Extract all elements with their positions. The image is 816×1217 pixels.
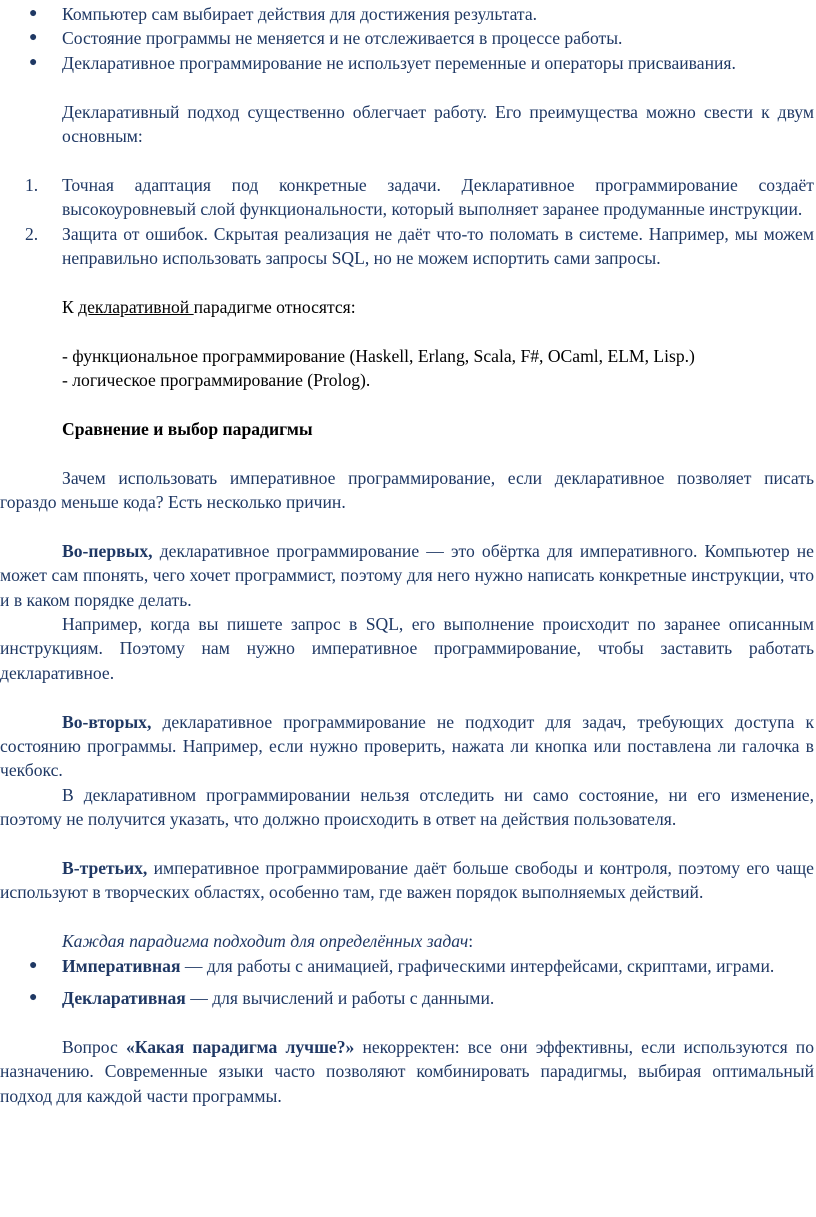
section-heading: Сравнение и выбор парадигмы	[62, 418, 313, 439]
intro-paragraph: Декларативный подход существенно облегчает работу. Его преимущества можно свести к двум основным:	[62, 101, 814, 147]
first-example: Например, когда вы пишете запрос в SQL, его выполнение происходит по заранее описанным инструкциям. Поэтому нам нужно императивное программирование, чтобы заставить работать декларативное.	[0, 614, 814, 683]
numbered-item: 2. Защита от ошибок. Скрытая реализация не даёт что-то поломать в системе. Например, мы можем неправильно использовать запросы SQL, но не можем испортить сами запросы.	[25, 223, 814, 269]
paradigm-item: - логическое программирование (Prolog).	[62, 370, 371, 391]
third-reason: В-третьих, императивное программирование даёт больше свободы и контроля, поэтому его чаще используют в творческих областях, особенно там, где важен порядок выполняемых действий.	[0, 858, 814, 903]
declarative-line: К декларативной парадигме относятся:	[62, 296, 356, 317]
each-paradigm-line: Каждая парадигма подходит для определённых задач:	[62, 931, 474, 952]
why-paragraph: Зачем использовать императивное программирование, если декларативное позволяет писать гораздо меньше кода? Есть несколько причин.	[0, 467, 814, 513]
numbered-item: 1. Точная адаптация под конкретные задачи. Декларативное программирование создаёт высокоуровневый слой функциональности, который выполняет заранее продуманные инструкции.	[25, 174, 814, 220]
bullet-icon: ●	[29, 30, 38, 46]
list-item: ● Декларативное программирование не использует переменные и операторы присваивания.	[0, 51, 816, 75]
list-item: ● Состояние программы не меняется и не отслеживается в процессе работы.	[0, 26, 816, 50]
second-reason: Во-вторых, декларативное программирование не подходит для задач, требующих доступа к состоянию программы. Например, если нужно проверить, нажата ли кнопка или поставлена ли галочка в чекбокс.	[0, 711, 814, 781]
bullet-icon: ●	[29, 6, 38, 21]
list-item: ● Императивная — для работы с анимацией, графическими интерфейсами, скриптами, играми.	[0, 954, 816, 978]
bullet-icon: ●	[29, 54, 38, 70]
paradigm-item: - функциональное программирование (Haskell, Erlang, Scala, F#, OCaml, ELM, Lisp.)	[62, 345, 695, 366]
bullet-icon: ●	[29, 990, 38, 1006]
second-example: В декларативном программировании нельзя отследить ни само состояние, ни его изменение, поэтому не получится указать, что должно происходить в ответ на действия пользователя.	[0, 784, 814, 830]
first-reason: Во-первых, декларативное программирование — это обёртка для императивного. Компьютер не может сам ппонять, чего хочет программист, поэтому для него нужно написать конкретные инструкции, что и в каком порядке делать.	[0, 540, 814, 610]
list-item: ● Компьютер сам выбирает действия для достижения результата.	[0, 2, 816, 26]
final-paragraph: Вопрос «Какая парадигма лучше?» некорректен: все они эффективны, если используются по назначению. Современные языки часто позволяют комбинировать парадигмы, выбирая оптимальный подход для каждой части программы.	[0, 1036, 815, 1106]
declarative-link[interactable]: декларативной	[78, 296, 194, 317]
list-item: ● Декларативная — для вычислений и работы с данными.	[0, 986, 816, 1010]
bullet-icon: ●	[29, 957, 38, 973]
